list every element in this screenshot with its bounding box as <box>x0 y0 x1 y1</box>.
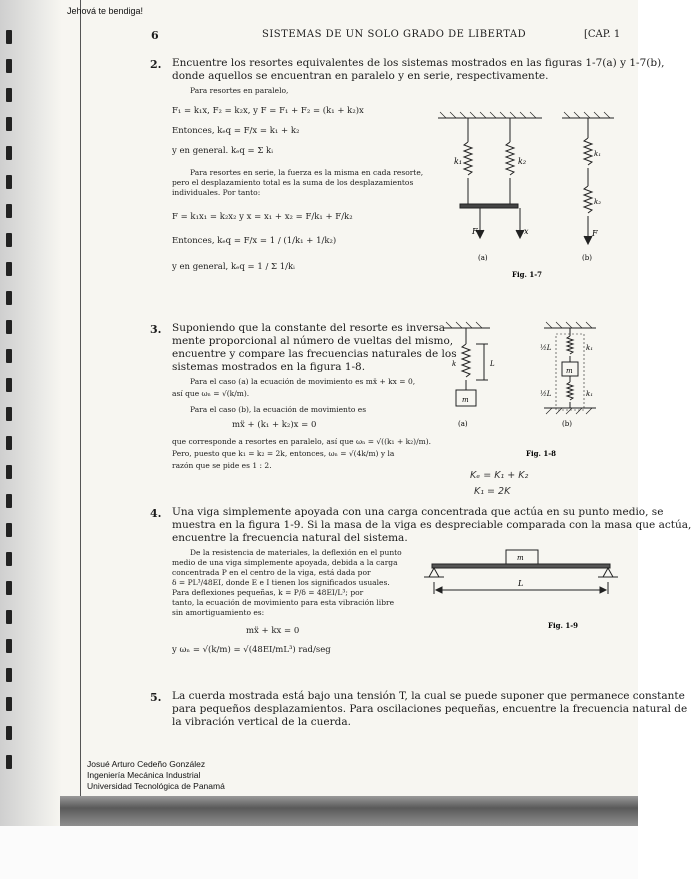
problem-2-text: Para resortes en serie, la fuerza es la misma en cada resorte, <box>190 168 424 177</box>
problem-2-text: Para resortes en paralelo, <box>190 86 289 95</box>
label-half-L-top: ½L <box>540 344 552 352</box>
problem-2-text: individuales. Por tanto: <box>172 188 261 197</box>
problem-4-statement-line: muestra en la figura 1-9. Si la masa de la viga es despreciable comparada con la masa que actúa, <box>172 519 691 531</box>
label-L: L <box>490 360 495 368</box>
problem-2-statement-line: Encuentre los resortes equivalentes de los sistemas mostrados en las figuras 1-7(a) y 1-7(b), <box>172 57 665 69</box>
label-fig-a: (a) <box>458 420 468 428</box>
binder-hole <box>6 88 12 102</box>
problem-3-equation: mẍ + (k₁ + k₂)x = 0 <box>232 420 317 430</box>
figure-1-7 <box>430 112 630 292</box>
problem-2-equation: F = k₁x₁ = k₂x₂ y x = x₁ + x₂ = F/k₁ + F/k₂ <box>172 212 353 222</box>
author-annotation <box>87 759 225 792</box>
problem-3-statement-line: sistemas mostrados en la figura 1-8. <box>172 361 366 373</box>
label-fig-a: (a) <box>478 254 488 262</box>
problem-4-text: δ = PL³/48EI, donde E e I tienen los significados usuales. <box>172 578 390 587</box>
label-half-L-bottom: ½L <box>540 390 552 398</box>
problem-5-statement-line: para pequeños desplazamientos. Para oscilaciones pequeñas, encuentre la frecuencia natural de <box>172 703 688 715</box>
binder-hole <box>6 726 12 740</box>
problem-4-equation: y ωₙ = √(k/m) = √(48EI/mL³) rad/seg <box>172 645 331 655</box>
problem-3-statement-line: encuentre y compare las frecuencias naturales de los <box>172 348 457 360</box>
binder-hole <box>6 291 12 305</box>
label-k1-top: k₁ <box>586 344 594 352</box>
problem-3-number: 3. <box>150 323 162 336</box>
problem-2-equation: Entonces, kₑq = F/x = 1 / (1/k₁ + 1/k₂) <box>172 236 337 246</box>
binder-hole <box>6 639 12 653</box>
binder-hole <box>6 523 12 537</box>
figure-caption: Fig. 1-7 <box>512 270 543 279</box>
label-F-series: F <box>592 229 598 238</box>
spring-k2-series <box>584 186 592 213</box>
problem-3-text: razón que se pide es 1 : 2. <box>172 461 272 470</box>
binder-hole <box>6 610 12 624</box>
binder-hole <box>6 30 12 44</box>
problem-2-text: pero el desplazamiento total es la suma de los desplazamientos <box>172 178 414 187</box>
problem-3-statement-line: Suponiendo que la constante del resorte es inversa- <box>172 322 449 334</box>
problem-2-equation: y en general, kₑq = 1 / Σ 1/kᵢ <box>172 262 295 272</box>
binder-hole <box>6 494 12 508</box>
binder-hole <box>6 204 12 218</box>
spring-k1-parallel <box>464 142 472 175</box>
problem-3-text: así que ωₙ = √(k/m). <box>172 389 250 398</box>
figure-1-9 <box>424 546 618 632</box>
spring-k-a <box>462 344 470 377</box>
binder-hole <box>6 581 12 595</box>
label-x: x <box>524 227 529 236</box>
author-program: Ingeniería Mecánica Industrial <box>87 770 201 780</box>
label-k: k <box>452 360 457 368</box>
problem-2-equation: F₁ = k₁x, F₂ = k₂x, y F = F₁ + F₂ = (k₁ + k₂)x <box>172 106 364 116</box>
problem-3-text: Para el caso (b), la ecuación de movimiento es <box>190 405 367 414</box>
binder-hole <box>6 668 12 682</box>
handwritten-note: Kₑ = K₁ + K₂ <box>470 470 529 481</box>
page-number: 6 <box>151 29 159 42</box>
figure-caption: Fig. 1-8 <box>526 449 557 458</box>
spring-k1-series <box>584 138 592 165</box>
binder-hole <box>6 233 12 247</box>
binder-hole <box>6 436 12 450</box>
chapter-label: [CAP. 1 <box>584 29 621 40</box>
spring-k2-parallel <box>506 142 514 175</box>
binder-hole <box>6 697 12 711</box>
problem-2-number: 2. <box>150 58 162 71</box>
margin-line <box>80 0 81 800</box>
binder-hole <box>6 407 12 421</box>
problem-4-text: Para deflexiones pequeñas, k = P/δ = 48EI/L³; por <box>172 588 364 597</box>
figure-1-8 <box>440 322 620 462</box>
binder-hole <box>6 320 12 334</box>
problem-3-text: que corresponde a resortes en paralelo, así que ωₙ = √((k₁ + k₂)/m). <box>172 437 432 446</box>
scan-margin <box>0 826 638 879</box>
binder-hole <box>6 465 12 479</box>
binder-hole <box>6 146 12 160</box>
problem-2-equation: Entonces, kₑq = F/x = k₁ + k₂ <box>172 126 300 136</box>
problem-2-statement-line: donde aquellos se encuentran en paralelo y en serie, respectivamente. <box>172 70 549 82</box>
binder-hole <box>6 349 12 363</box>
scan-bottom-edge <box>60 796 638 826</box>
problem-4-equation: mẍ + kx = 0 <box>246 626 300 636</box>
label-m: m <box>517 554 524 562</box>
beam <box>432 564 610 568</box>
problem-4-text: medio de una viga simplemente apoyada, debida a la carga <box>172 558 398 567</box>
handwritten-note: K₁ = 2K <box>474 486 511 497</box>
label-F: F <box>472 227 478 236</box>
problem-5-statement-line: la vibración vertical de la cuerda. <box>172 716 351 728</box>
roller-support-right <box>603 568 613 577</box>
label-fig-b: (b) <box>562 420 572 428</box>
pin-support-left <box>429 568 439 577</box>
author-name: Josué Arturo Cedeño González <box>87 759 206 769</box>
problem-5-statement-line: La cuerda mostrada está bajo una tensión T, la cual se puede suponer que permanece constante <box>172 690 685 702</box>
binder-hole <box>6 175 12 189</box>
label-k1-bottom: k₁ <box>586 390 594 398</box>
binder-hole <box>6 552 12 566</box>
label-m-b: m <box>566 367 573 375</box>
binder-hole <box>6 262 12 276</box>
author-university: Universidad Tecnológica de Panamá <box>87 781 225 791</box>
binder-hole <box>6 59 12 73</box>
label-fig-b: (b) <box>582 254 592 262</box>
problem-4-text: concentrada P en el centro de la viga, está dada por <box>172 568 371 577</box>
label-k1: k₁ <box>454 157 463 166</box>
rigid-bar <box>460 204 518 208</box>
label-m-a: m <box>462 396 469 404</box>
problem-4-text: tanto, la ecuación de movimiento para esta vibración libre <box>172 598 395 607</box>
problem-4-text: De la resistencia de materiales, la deflexión en el punto <box>190 548 402 557</box>
binder-hole <box>6 755 12 769</box>
problem-3-statement-line: mente proporcional al número de vueltas del mismo, <box>172 335 454 347</box>
label-k1-series: k₁ <box>594 150 602 158</box>
problem-4-text: sin amortiguamiento es: <box>172 608 265 617</box>
problem-3-text: Para el caso (a) la ecuación de movimiento es mẍ + kx = 0, <box>190 377 416 386</box>
problem-3-text: Pero, puesto que k₁ = k₂ = 2k, entonces, ωₙ = √(4k/m) y la <box>172 449 395 458</box>
figure-caption: Fig. 1-9 <box>548 621 579 630</box>
label-k2-series: k₂ <box>594 198 602 206</box>
problem-4-statement-line: Una viga simplemente apoyada con una carga concentrada que actúa en su punto medio, se <box>172 506 664 518</box>
binder-hole <box>6 117 12 131</box>
problem-4-number: 4. <box>150 507 162 520</box>
top-annotation: Jehová te bendiga! <box>67 6 144 16</box>
label-L: L <box>518 579 524 588</box>
problem-2-equation: y en general. kₑq = Σ kᵢ <box>172 146 273 156</box>
problem-4-statement-line: encuentre la frecuencia natural del sistema. <box>172 532 408 544</box>
page-title: SISTEMAS DE UN SOLO GRADO DE LIBERTAD <box>262 29 527 40</box>
problem-5-number: 5. <box>150 691 162 704</box>
binder-hole <box>6 378 12 392</box>
label-k2: k₂ <box>518 157 527 166</box>
